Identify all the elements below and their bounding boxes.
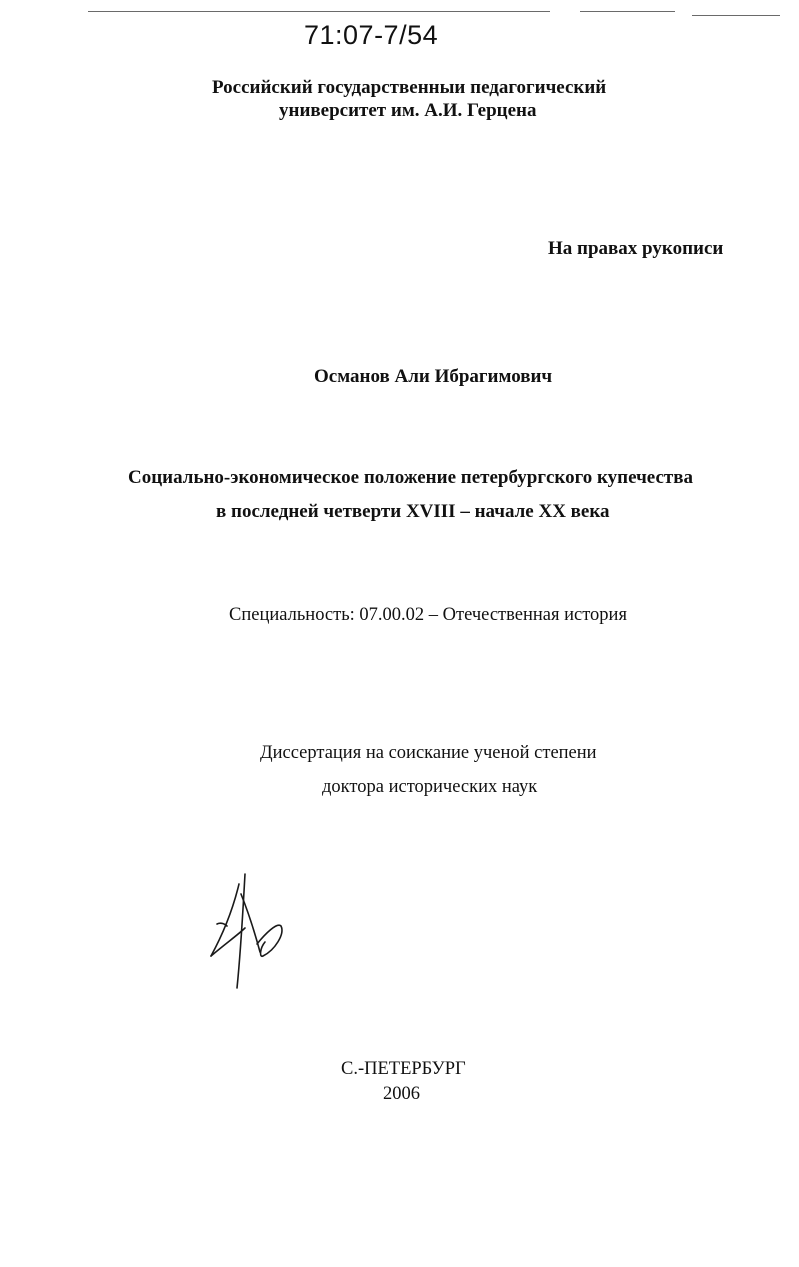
scan-border-line	[88, 11, 550, 12]
degree-line-2: доктора исторических наук	[322, 777, 538, 797]
year: 2006	[383, 1084, 420, 1104]
institution-line-2: университет им. А.И. Герцена	[279, 100, 537, 121]
rights-notice: На правах рукописи	[548, 238, 724, 259]
registry-code: 71:07-7/54	[304, 20, 439, 50]
degree-line-1: Диссертация на соискание ученой степени	[260, 743, 597, 763]
specialty: Специальность: 07.00.02 – Отечественная история	[229, 605, 627, 625]
institution-line-1: Российский государственныи педагогический	[212, 77, 607, 98]
city: С.-ПЕТЕРБУРГ	[341, 1059, 466, 1079]
dissertation-title-line-1: Социально-экономическое положение петербургского купечества	[128, 467, 693, 488]
scan-border-line	[692, 15, 780, 16]
scan-border-line	[580, 11, 675, 12]
author-name: Османов Али Ибрагимович	[314, 366, 553, 387]
dissertation-title-line-2: в последней четверти XVIII – начале XX века	[216, 501, 610, 522]
signature-icon	[205, 864, 285, 994]
